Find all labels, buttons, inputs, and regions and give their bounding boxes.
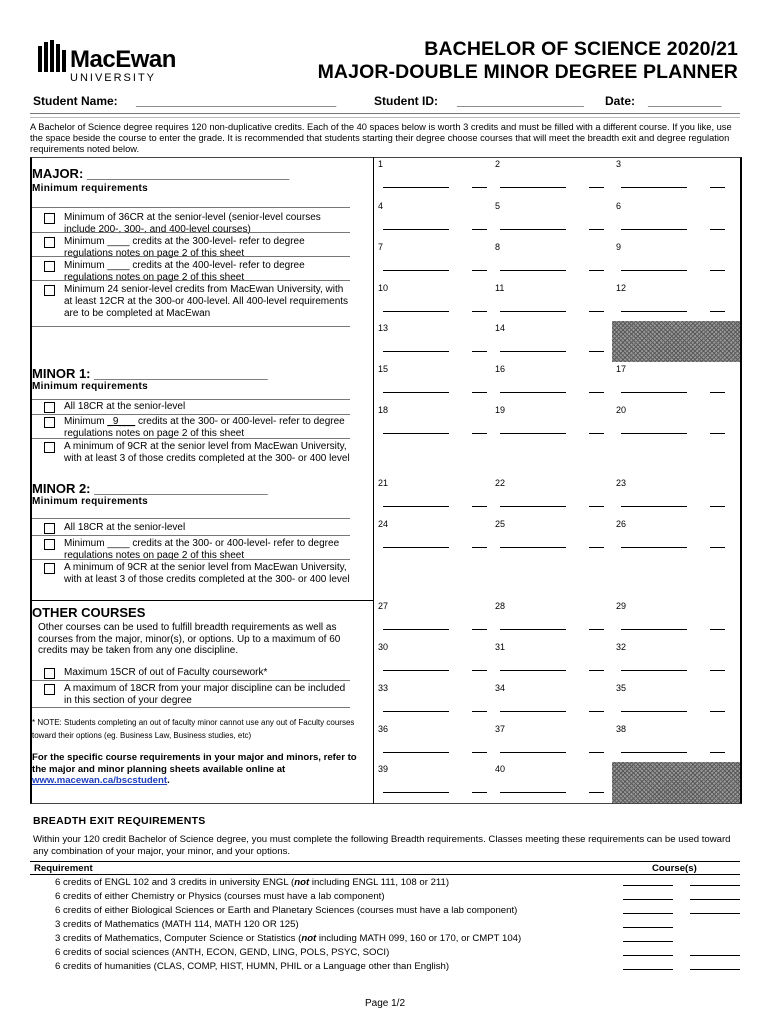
page-title-line1: BACHELOR OF SCIENCE 2020/21 [424,38,738,60]
course-slot[interactable] [491,321,613,362]
grade-blank[interactable] [472,506,487,507]
checkbox[interactable] [44,237,55,248]
course-blank[interactable] [383,433,449,434]
major-req-4: Minimum 24 senior-level credits from MacEwan University, with at least 12CR at the 300-or 400-level. All 400-level requirements are to be completed at MacEwan [44,284,354,319]
minor2-req-1: All 18CR at the senior-level [44,522,354,534]
course-slot-number: 36 [378,724,389,734]
course-slot[interactable] [491,722,613,763]
course-slot-number: 6 [616,201,622,211]
major-heading[interactable]: MAJOR: ____________________________ [32,166,290,181]
course-field[interactable] [690,962,740,970]
checkbox[interactable] [44,213,55,224]
breadth-requirement: 6 credits of either Chemistry or Physics (courses must have a lab component) [55,891,385,902]
course-blank[interactable] [621,187,687,188]
course-slot[interactable] [491,762,613,803]
course-slot-number: 26 [616,519,627,529]
course-slot-number: 15 [378,364,389,374]
grade-blank[interactable] [472,752,487,753]
course-slot-number: 11 [495,283,505,293]
other-note: * NOTE: Students completing an out of faculty minor cannot use any out of Faculty courses toward their options (eg. Business Law, Business studies, etc) [32,718,355,740]
grade-blank[interactable] [589,392,604,393]
grade-blank[interactable] [710,629,725,630]
course-slot[interactable] [612,199,734,240]
minor1-heading[interactable]: MINOR 1: ________________________ [32,366,268,381]
grade-blank[interactable] [589,547,604,548]
grade-blank[interactable] [589,187,604,188]
grade-blank[interactable] [710,187,725,188]
course-slot-number: 18 [378,405,389,415]
course-blank[interactable] [621,629,687,630]
student-id-label: Student ID: [374,94,438,108]
grade-blank[interactable] [472,670,487,671]
grade-blank[interactable] [472,270,487,271]
course-slot[interactable] [491,157,613,198]
grade-blank[interactable] [589,752,604,753]
macewan-logo [38,40,198,86]
course-blank[interactable] [621,711,687,712]
grade-blank[interactable] [710,229,725,230]
course-blank[interactable] [500,392,566,393]
minor2-req-2: Minimum ____ credits at the 300- or 400-level- refer to degree regulations notes on page 2 of this sheet [44,538,354,562]
course-field[interactable] [623,920,673,928]
course-slot-number: 19 [495,405,506,415]
course-blank[interactable] [500,506,566,507]
checkbox[interactable] [44,285,55,296]
intro-text: A Bachelor of Science degree requires 120 non-duplicative credits. Each of the 40 spaces below is worth 3 credits and must be filled with a different course. If you like, use the space beside the course to enter the grade. It is recommended that students starting their degree choose courses that will meet the breadth exit and degree regulation requirements noted below. [30,122,732,154]
course-slot-number: 17 [616,364,627,374]
breadth-requirement: 6 credits of ENGL 102 and 3 credits in university ENGL (not including ENGL 111, 108 or 211) [55,877,450,888]
course-blank[interactable] [500,629,566,630]
course-blank[interactable] [500,711,566,712]
grade-blank[interactable] [710,547,725,548]
course-slot-number: 25 [495,519,506,529]
student-name-field[interactable]: ______________________________ [136,94,337,108]
course-field[interactable] [623,892,673,900]
course-field[interactable] [623,906,673,914]
major-rule-2 [32,256,350,257]
course-blank[interactable] [383,752,449,753]
course-blank[interactable] [500,547,566,548]
course-slot-number: 21 [378,478,389,488]
course-slot-number: 27 [378,601,389,611]
course-slot[interactable] [374,240,496,281]
course-field[interactable] [690,878,740,886]
course-blank[interactable] [621,229,687,230]
breadth-requirement: 6 credits of humanities (CLAS, COMP, HIST, HUMN, PHIL or a Language other than English) [55,961,450,972]
breadth-table-header [30,861,740,875]
grade-blank[interactable] [589,711,604,712]
course-slot-number: 1 [378,159,384,169]
major-rule-4 [32,326,350,327]
course-slot[interactable] [612,599,734,640]
course-field[interactable] [623,878,673,886]
grade-blank[interactable] [472,311,487,312]
minor2-req-3: A minimum of 9CR at the senior level from MacEwan University, with at least 3 of those credits completed at the 300- or 400 level [44,562,354,586]
other-req-2: A maximum of 18CR from your major discipline can be included in this section of your degree [44,683,354,707]
course-blank[interactable] [500,351,566,352]
course-field[interactable] [690,892,740,900]
course-slot-number: 4 [378,201,384,211]
other-rule-2 [32,707,350,708]
grade-blank[interactable] [472,351,487,352]
course-field[interactable] [690,906,740,914]
course-slot[interactable] [374,157,496,198]
grade-blank[interactable] [472,392,487,393]
course-slot[interactable] [374,199,496,240]
course-blank[interactable] [383,270,449,271]
course-blank[interactable] [621,547,687,548]
course-field[interactable] [623,948,673,956]
course-blank[interactable] [500,270,566,271]
course-slot[interactable] [491,681,613,722]
major-req-1: Minimum of 36CR at the senior-level (senior-level courses include 200-, 300-, and 400-level courses) [44,212,354,236]
course-field[interactable] [623,962,673,970]
course-slot-number: 8 [495,242,501,252]
other-req-1: Maximum 15CR of out of Faculty coursework* [44,667,354,679]
breadth-requirement: 3 credits of Mathematics (MATH 114, MATH 120 OR 125) [55,919,299,930]
course-blank[interactable] [383,187,449,188]
course-slot[interactable] [612,403,734,444]
checkbox[interactable] [44,261,55,272]
course-slot-number: 22 [495,478,506,488]
course-blank[interactable] [383,351,449,352]
grade-blank[interactable] [472,547,487,548]
course-blank[interactable] [383,311,449,312]
course-slot-number: 10 [378,283,389,293]
checkbox[interactable] [44,442,55,453]
checkbox[interactable] [44,668,55,679]
course-slot-number: 30 [378,642,389,652]
grade-blank[interactable] [472,711,487,712]
col-courses: Course(s) [652,863,697,874]
course-slot[interactable] [491,362,613,403]
course-slot[interactable] [374,762,496,803]
course-slot-number: 12 [616,283,627,293]
course-slot[interactable] [491,199,613,240]
course-slot[interactable] [374,281,496,322]
course-blank[interactable] [621,392,687,393]
header-rule [30,113,740,114]
course-slot[interactable] [491,517,613,558]
grade-blank[interactable] [710,670,725,671]
course-slot[interactable] [491,240,613,281]
course-blank[interactable] [383,392,449,393]
course-blank[interactable] [383,711,449,712]
course-slot-number: 32 [616,642,627,652]
course-slot-number: 5 [495,201,501,211]
grade-blank[interactable] [589,670,604,671]
course-slot[interactable] [491,640,613,681]
course-blank[interactable] [383,547,449,548]
course-blank[interactable] [383,629,449,630]
course-blank[interactable] [500,433,566,434]
course-slot[interactable] [374,599,496,640]
course-slot-number: 34 [495,683,506,693]
shaded-cell [612,321,740,362]
page-footer: Page 1/2 [364,998,406,1009]
minor1-min-credits[interactable]: _9___ [107,416,136,427]
course-blank[interactable] [500,229,566,230]
course-slot[interactable] [374,640,496,681]
grade-blank[interactable] [710,433,725,434]
other-spec: For the specific course requirements in your major and minors, refer to the major and minor planning sheets available online at www.macewan.ca/bscstudent. [32,752,357,786]
course-slot[interactable] [374,403,496,444]
other-heading: OTHER COURSES [32,605,146,620]
checkbox[interactable] [44,539,55,550]
course-slot-number: 38 [616,724,627,734]
minor1-rule-2 [32,438,350,439]
course-slot[interactable] [374,362,496,403]
course-blank[interactable] [621,506,687,507]
course-slot-number: 37 [495,724,506,734]
course-slot[interactable] [374,722,496,763]
grade-blank[interactable] [710,311,725,312]
course-slot-number: 39 [378,764,389,774]
course-slot[interactable] [612,681,734,722]
checkbox[interactable] [44,417,55,428]
col-requirement: Requirement [34,863,93,874]
student-id-field[interactable]: ___________________ [457,94,584,108]
checkbox[interactable] [44,563,55,574]
course-slot-number: 16 [495,364,506,374]
date-label: Date: [605,94,636,108]
course-slot[interactable] [491,281,613,322]
grade-blank[interactable] [472,792,487,793]
checkbox[interactable] [44,684,55,695]
course-slot-number: 7 [378,242,384,252]
course-slot[interactable] [491,403,613,444]
course-blank[interactable] [383,792,449,793]
breadth-requirement: 6 credits of social sciences (ANTH, ECON, GEND, LING, POLS, PSYC, SOCI) [55,947,390,958]
course-slot-number: 29 [616,601,627,611]
minor1-rule-1 [32,414,350,415]
course-slot[interactable] [612,517,734,558]
grade-blank[interactable] [589,311,604,312]
grade-blank[interactable] [710,752,725,753]
major-req-2: Minimum ____ credits at the 300-level- refer to degree regulations notes on page 2 of this sheet [44,236,354,260]
course-blank[interactable] [621,311,687,312]
course-blank[interactable] [500,311,566,312]
minor1-req-3: A minimum of 9CR at the senior level from MacEwan University, with at least 3 of those credits completed at the 300- or 400 level [44,441,354,465]
course-slot-number: 33 [378,683,389,693]
grade-blank[interactable] [589,229,604,230]
major-req-3: Minimum ____ credits at the 400-level- refer to degree regulations notes on page 2 of this sheet [44,260,354,284]
grade-blank[interactable] [589,351,604,352]
grade-blank[interactable] [472,187,487,188]
grade-blank[interactable] [472,629,487,630]
grade-blank[interactable] [710,392,725,393]
minor1-subheading: Minimum requirements [32,381,149,392]
major-rule-3 [32,280,350,281]
grade-blank[interactable] [589,433,604,434]
minor1-rule [32,399,350,400]
course-slot-number: 13 [378,323,389,333]
course-slot[interactable] [612,157,734,198]
course-slot[interactable] [612,240,734,281]
course-slot[interactable] [612,640,734,681]
course-slot-number: 28 [495,601,506,611]
course-slot[interactable] [374,476,496,517]
course-blank[interactable] [500,670,566,671]
breadth-body: Within your 120 credit Bachelor of Science degree, you must complete the following Breadth requirements. Classes meeting these requirements can be used toward any combination of your major, your minor, and your options. [33,834,731,857]
checkbox[interactable] [44,523,55,534]
course-slot-number: 31 [495,642,506,652]
course-blank[interactable] [621,270,687,271]
course-slot[interactable] [374,321,496,362]
course-slot-number: 2 [495,159,501,169]
grade-blank[interactable] [589,792,604,793]
course-field[interactable] [623,934,673,942]
course-blank[interactable] [500,752,566,753]
minor2-subheading: Minimum requirements [32,496,149,507]
page-title-line2: MAJOR-DOUBLE MINOR DEGREE PLANNER [317,61,738,83]
date-field[interactable]: ___________ [648,94,722,108]
bscstudent-link[interactable]: www.macewan.ca/bscstudent [32,775,168,786]
course-field[interactable] [690,948,740,956]
course-slot[interactable] [374,517,496,558]
course-blank[interactable] [621,752,687,753]
breadth-heading: BREADTH EXIT REQUIREMENTS [33,815,206,827]
course-slot[interactable] [374,681,496,722]
major-rule [32,207,350,208]
grade-blank[interactable] [472,433,487,434]
course-slot[interactable] [612,722,734,763]
course-slot[interactable] [491,476,613,517]
course-slot[interactable] [491,599,613,640]
course-blank[interactable] [383,506,449,507]
other-body: Other courses can be used to fulfill breadth requirements as well as courses from the major, minor(s), or options. Up to a maximum of 60 credits may be taken from any one discipline. [38,622,341,656]
course-slot-number: 14 [495,323,506,333]
minor2-rule-1 [32,535,350,536]
course-slot-number: 20 [616,405,627,415]
student-name-label: Student Name: [33,94,118,108]
course-blank[interactable] [500,792,566,793]
grade-blank[interactable] [710,270,725,271]
breadth-requirement: 6 credits of either Biological Sciences or Earth and Planetary Sciences (courses must have a lab component) [55,905,518,916]
minor1-req-1: All 18CR at the senior-level [44,401,354,413]
course-slot-number: 24 [378,519,389,529]
grade-blank[interactable] [710,711,725,712]
course-slot[interactable] [612,476,734,517]
course-slot-number: 23 [616,478,627,488]
logo-sub: UNIVERSITY [70,72,157,84]
course-blank[interactable] [383,670,449,671]
course-slot-number: 9 [616,242,622,252]
minor2-rule-2 [32,559,350,560]
minor2-rule [32,518,350,519]
course-blank[interactable] [383,229,449,230]
checkbox[interactable] [44,402,55,413]
minor2-heading[interactable]: MINOR 2: ________________________ [32,481,268,496]
major-rule-1 [32,232,350,233]
grade-blank[interactable] [589,629,604,630]
course-blank[interactable] [500,187,566,188]
breadth-requirement: 3 credits of Mathematics, Computer Science or Statistics (not including MATH 099, 160 or 170, or CMPT 104) [55,933,522,944]
other-top-rule [30,600,373,601]
grade-blank[interactable] [710,506,725,507]
course-slot-number: 35 [616,683,627,693]
header-rule-2 [30,117,740,118]
shaded-cell [612,762,740,803]
course-slot-number: 40 [495,764,506,774]
other-rule-1 [32,680,350,681]
course-blank[interactable] [621,433,687,434]
major-subheading: Minimum requirements [32,183,149,194]
grade-blank[interactable] [589,506,604,507]
course-blank[interactable] [621,670,687,671]
logo-mark-icon [38,40,66,72]
grade-blank[interactable] [472,229,487,230]
course-slot[interactable] [612,281,734,322]
grade-blank[interactable] [589,270,604,271]
minor1-req-2: Minimum _9___ credits at the 300- or 400-level- refer to degree regulations notes on page 2 of this sheet [44,416,354,440]
course-slot-number: 3 [616,159,622,169]
logo-name: MacEwan [70,46,176,73]
course-slot[interactable] [612,362,734,403]
